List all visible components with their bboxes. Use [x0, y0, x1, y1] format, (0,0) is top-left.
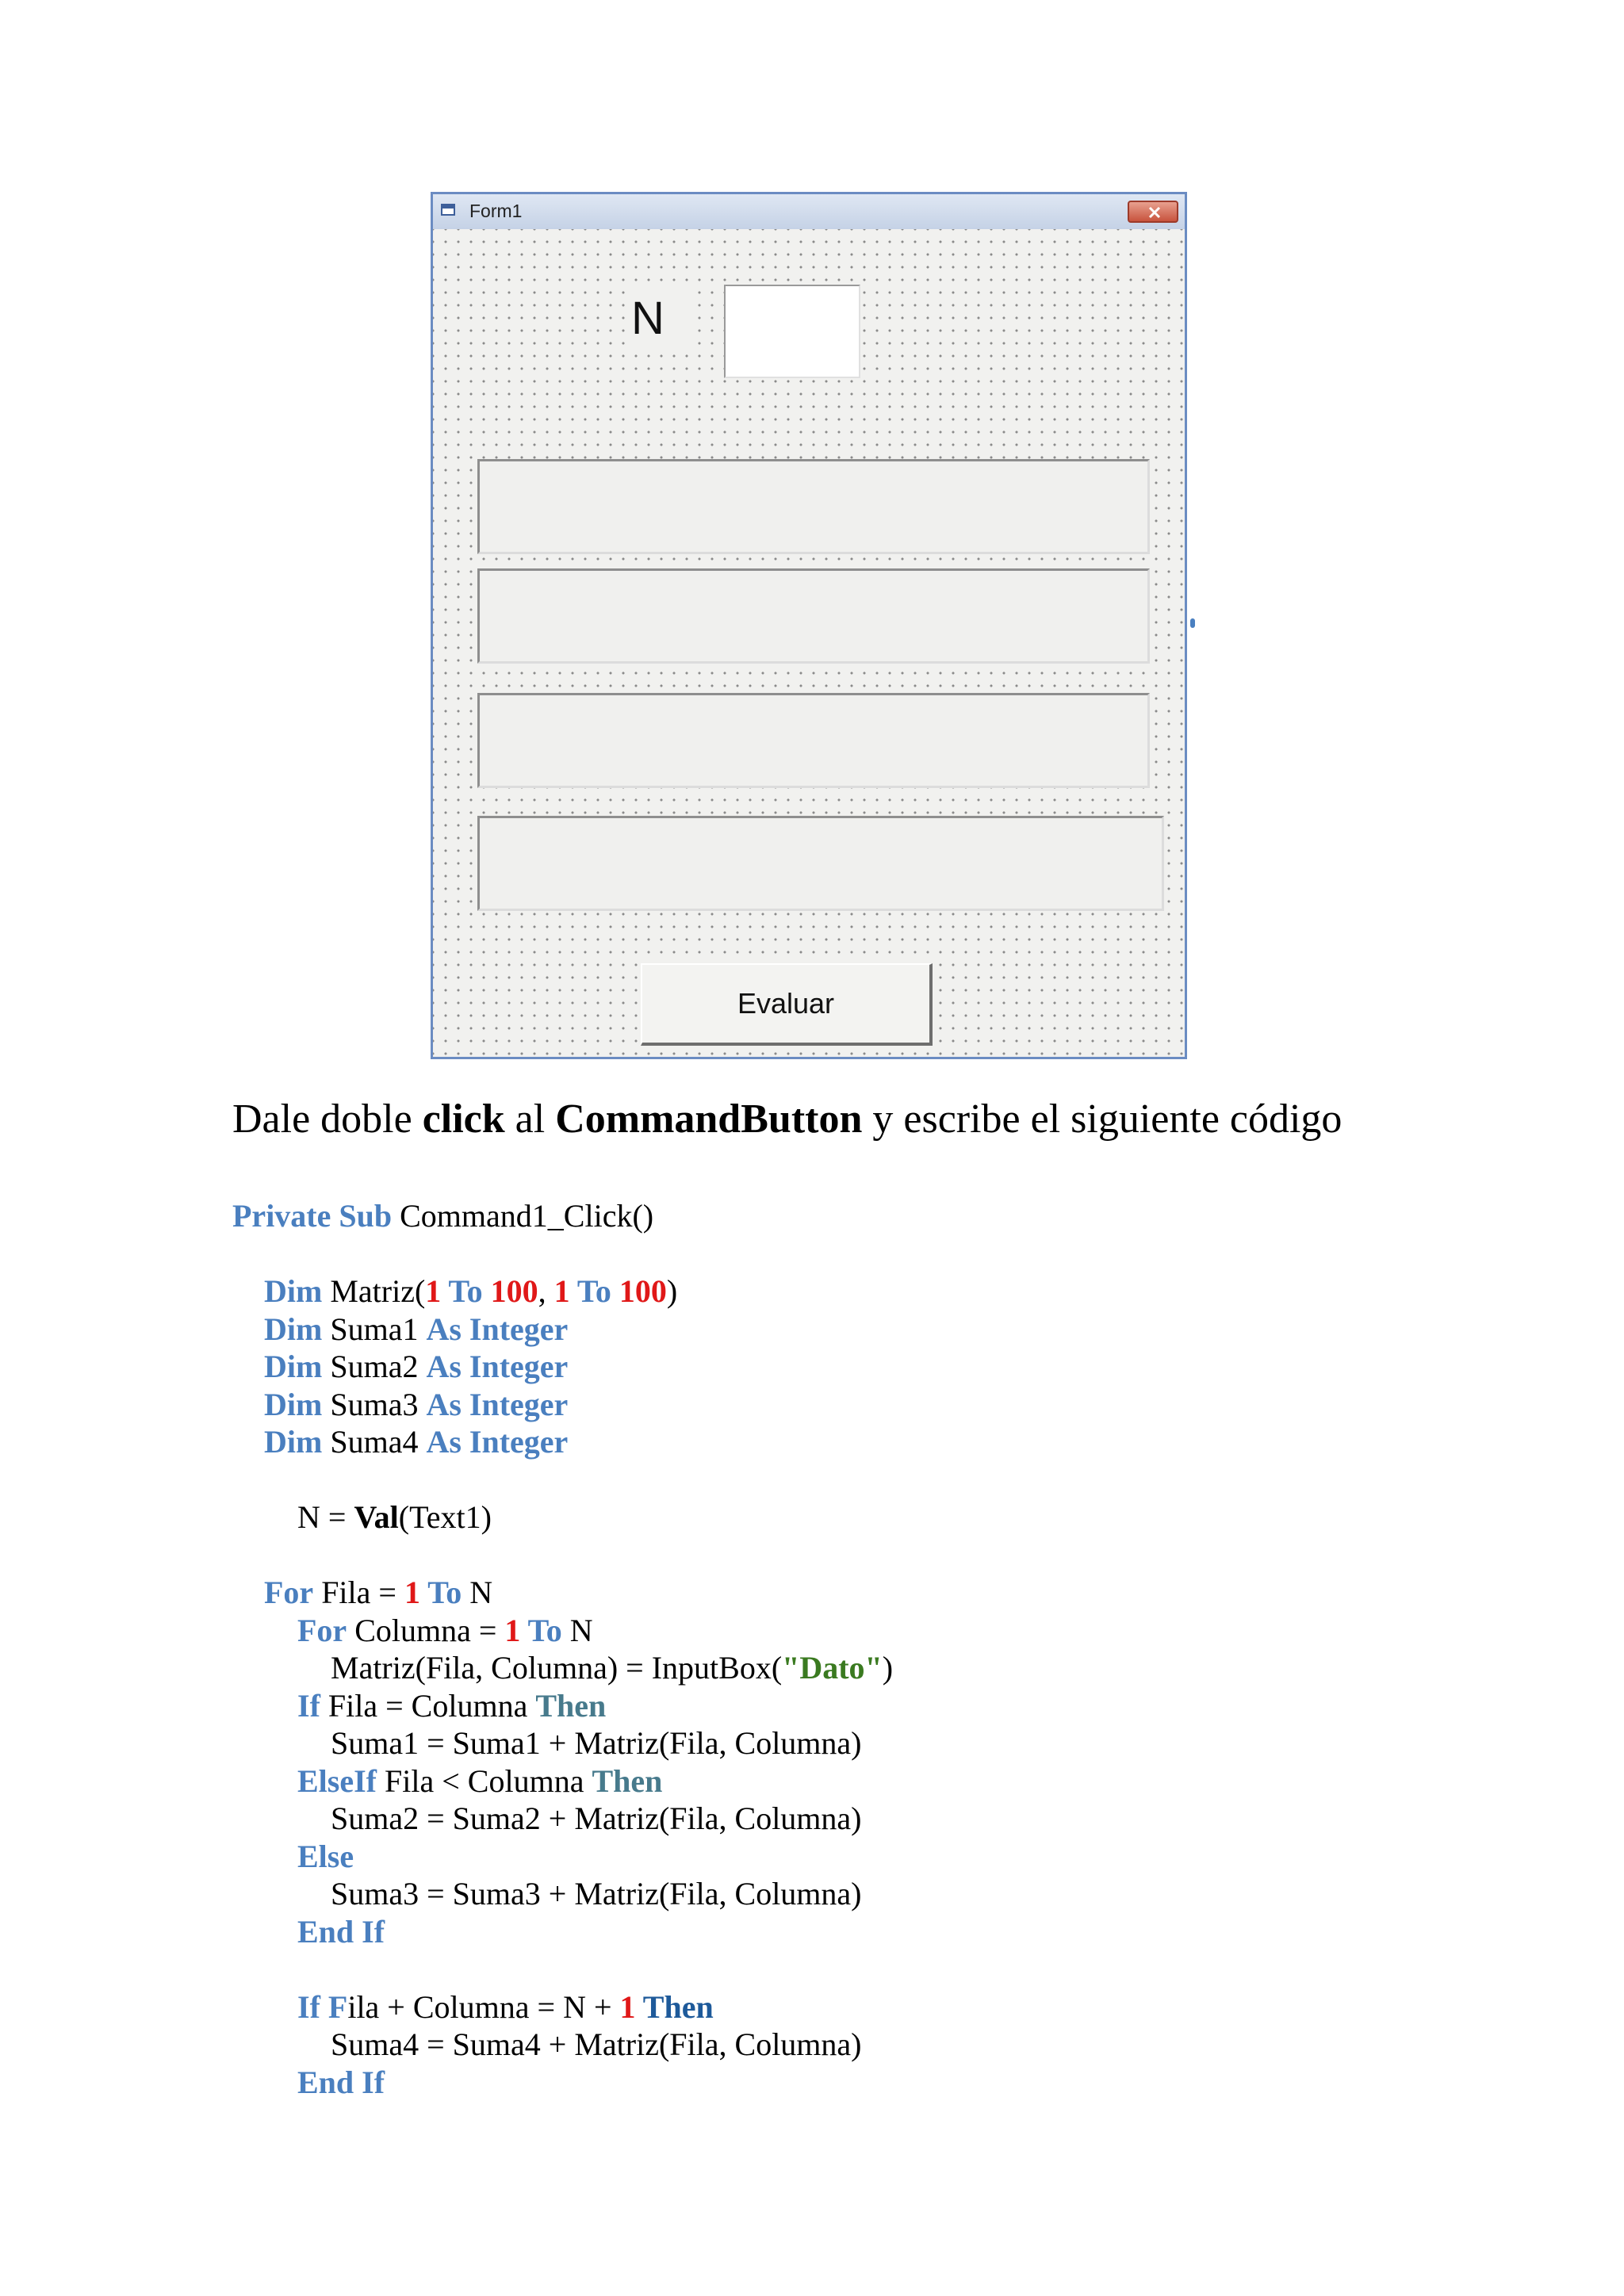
code-keyword: Dim	[264, 1424, 323, 1460]
code-keyword: To	[520, 1612, 562, 1648]
code-line	[232, 1838, 893, 1876]
code-text: N	[462, 1575, 493, 1610]
code-line	[232, 1913, 893, 1951]
code-keyword: As Integer	[426, 1424, 569, 1460]
result-label-1	[477, 459, 1150, 554]
result-label-4	[477, 816, 1164, 911]
code-keyword: Dim	[264, 1273, 323, 1309]
code-keyword: End If	[297, 1913, 385, 1950]
form1-titlebar[interactable]	[433, 194, 1185, 229]
code-line	[232, 1423, 893, 1461]
code-keyword: If F	[297, 1988, 348, 2025]
code-text: ,	[538, 1273, 554, 1309]
code-line	[232, 1386, 893, 1424]
code-number: 1	[553, 1273, 570, 1309]
code-text: Command1_Click()	[392, 1198, 654, 1234]
code-text: Matriz(Fila, Columna) = InputBox(	[331, 1650, 783, 1686]
code-keyword: As Integer	[426, 1311, 569, 1347]
code-number: 100	[619, 1273, 667, 1309]
code-keyword: Then	[592, 1762, 663, 1799]
code-text: Suma1	[322, 1311, 427, 1347]
form1-title: Form1	[469, 201, 523, 221]
code-keyword: As Integer	[426, 1386, 569, 1422]
code-text: Columna =	[347, 1612, 505, 1648]
code-line	[232, 1612, 893, 1650]
close-button[interactable]	[1128, 201, 1178, 223]
code-line	[232, 1724, 893, 1762]
instruction-mid: al	[504, 1096, 556, 1142]
code-listing	[232, 1197, 893, 2101]
code-keyword: Then	[535, 1687, 607, 1724]
code-keyword: To	[569, 1273, 619, 1309]
instruction-bold-commandbutton: CommandButton	[555, 1096, 863, 1142]
code-number: 1	[404, 1575, 420, 1610]
code-blank-line	[232, 1461, 893, 1499]
instruction-bold-click: click	[422, 1096, 505, 1142]
form1-window	[431, 192, 1187, 1059]
code-line	[232, 2026, 893, 2064]
code-text: Suma4 = Suma4 + Matriz(Fila, Columna)	[331, 2026, 862, 2062]
code-number: 100	[490, 1273, 538, 1309]
code-keyword: Private Sub	[232, 1198, 393, 1234]
code-keyword: As Integer	[426, 1349, 569, 1384]
code-line	[232, 1348, 893, 1386]
code-text: Fila =	[313, 1575, 404, 1610]
code-keyword: ElseIf	[297, 1762, 377, 1799]
code-number: 1	[619, 1988, 636, 2025]
code-text: )	[882, 1650, 894, 1686]
code-keyword: Dim	[264, 1386, 323, 1422]
code-blank-line	[232, 1235, 893, 1273]
code-keyword: For	[297, 1612, 347, 1648]
code-text: Fila < Columna	[377, 1762, 592, 1799]
code-line	[232, 1687, 893, 1725]
code-keyword: To	[419, 1575, 462, 1610]
code-blank-line	[232, 1950, 893, 1988]
code-keyword: For	[264, 1575, 314, 1610]
code-line	[232, 1272, 893, 1311]
form-window-icon	[441, 204, 455, 216]
code-keyword: To	[441, 1273, 491, 1309]
code-text: N =	[297, 1499, 354, 1535]
code-keyword: If	[297, 1687, 320, 1724]
code-text: )	[666, 1273, 678, 1309]
code-line	[232, 1988, 893, 2026]
code-string: "Dato"	[782, 1650, 883, 1686]
n-textbox[interactable]	[724, 285, 860, 378]
instruction-suffix: y escribe el siguiente código	[862, 1096, 1342, 1142]
code-number: 1	[425, 1273, 442, 1309]
code-line	[232, 1311, 893, 1349]
code-text: Fila = Columna	[320, 1687, 536, 1724]
code-text: Suma1 = Suma1 + Matriz(Fila, Columna)	[331, 1725, 862, 1761]
code-line	[232, 2064, 893, 2102]
result-label-3	[477, 693, 1150, 788]
code-keyword: Dim	[264, 1311, 323, 1347]
instruction-text	[232, 1094, 1394, 1145]
code-text: Suma2	[322, 1349, 427, 1384]
code-text: Matriz(	[322, 1273, 426, 1309]
code-text: Suma3 = Suma3 + Matriz(Fila, Columna)	[331, 1876, 862, 1911]
code-line	[232, 1498, 893, 1536]
code-text: Suma3	[322, 1386, 427, 1422]
code-line	[232, 1875, 893, 1913]
code-keyword: Dim	[264, 1349, 323, 1384]
form-edge-marker	[1190, 618, 1195, 628]
code-number: 1	[504, 1612, 521, 1648]
code-line	[232, 1197, 893, 1235]
code-keyword: Else	[297, 1838, 354, 1874]
code-blank-line	[232, 1536, 893, 1575]
code-keyword: Then	[635, 1988, 714, 2025]
code-text: (Text1)	[398, 1499, 492, 1535]
instruction-prefix: Dale doble	[232, 1096, 423, 1142]
code-text: Suma4	[322, 1424, 427, 1460]
close-icon	[1148, 206, 1161, 219]
code-line	[232, 1574, 893, 1612]
code-line	[232, 1649, 893, 1687]
code-text: N	[561, 1612, 593, 1648]
evaluar-button[interactable]: Evaluar	[641, 963, 933, 1046]
code-line	[232, 1762, 893, 1800]
code-keyword: End If	[297, 2064, 385, 2100]
code-function: Val	[354, 1499, 399, 1535]
code-text: ila + Columna = N +	[347, 1988, 620, 2025]
code-text: Suma2 = Suma2 + Matriz(Fila, Columna)	[331, 1800, 862, 1836]
form-design-canvas	[433, 229, 1185, 1057]
code-line	[232, 1800, 893, 1838]
n-label: N	[631, 291, 698, 346]
result-label-2	[477, 568, 1150, 664]
